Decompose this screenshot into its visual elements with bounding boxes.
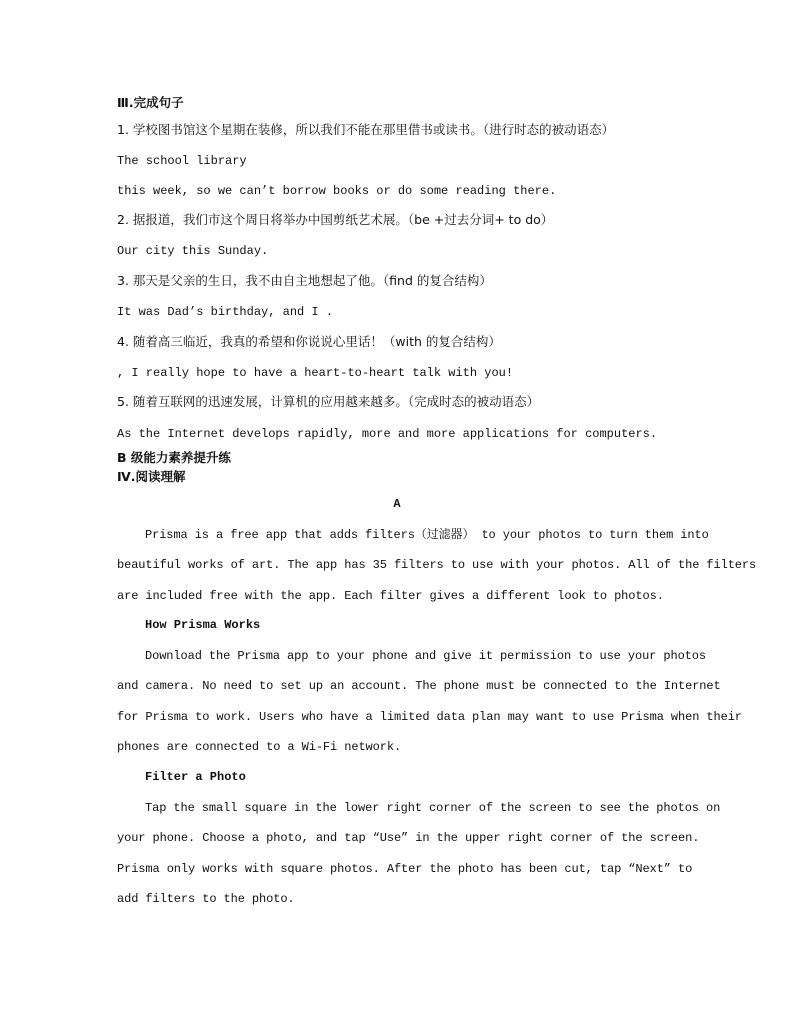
item-2-answer-line-1: Our city this Sunday.: [117, 244, 269, 258]
item-3-prompt: 3. 那天是父亲的生日，我不由自主地想起了他。（find 的复合结构）: [117, 273, 492, 288]
paragraph-line: and camera. No need to set up an account. The phone must be connected to the Internet: [117, 679, 721, 694]
item-5-prompt: 5. 随着互联网的迅速发展，计算机的应用越来越多。（完成时态的被动语态）: [117, 394, 540, 409]
paragraph-3: [117, 800, 721, 921]
paragraph-line: phones are connected to a Wi-Fi network.: [117, 739, 402, 754]
paragraph-line: Download the Prisma app to your phone and give it permission to use your photos: [145, 649, 706, 663]
paragraph-line: for Prisma to work. Users who have a limited data plan may want to use Prisma when their: [117, 709, 742, 724]
section-4-title: Ⅳ.阅读理解: [117, 469, 186, 484]
item-1-answer-line-2: this week, so we can’t borrow books or do some reading there.: [117, 184, 557, 198]
section-3-title: Ⅲ.完成句子: [117, 95, 184, 110]
heading-how-prisma-works: How Prisma Works: [145, 618, 261, 632]
item-4-prompt: 4. 随着高三临近，我真的希望和你说说心里话！（with 的复合结构）: [117, 334, 501, 349]
item-3-answer-line-1: It was Dad’s birthday, and I .: [117, 305, 334, 319]
item-1-answer-line-1: The school library: [117, 154, 247, 168]
paragraph-line: Prisma is a free app that adds filters（过滤器） to your photos to turn them into: [145, 528, 709, 542]
paragraph-line: Prisma only works with square photos. After the photo has been cut, tap “Next” to: [117, 861, 693, 876]
item-2-prompt: 2. 据报道，我们市这个周日将举办中国剪纸艺术展。（be +过去分词+ to do）: [117, 212, 554, 227]
paragraph-1: [117, 527, 757, 618]
item-1-prompt: 1. 学校图书馆这个星期在装修，所以我们不能在那里借书或读书。（进行时态的被动语态）: [117, 122, 615, 137]
level-b-heading: B 级能力素养提升练: [117, 450, 231, 465]
paragraph-line: beautiful works of art. The app has 35 filters to use with your photos. All of the filters: [117, 558, 757, 573]
item-4-answer-line-1: , I really hope to have a heart-to-heart talk with you!: [117, 366, 514, 380]
paragraph-line: are included free with the app. Each filter gives a different look to photos.: [117, 588, 664, 603]
item-5-answer-line-1: As the Internet develops rapidly, more and more applications for computers.: [117, 427, 658, 441]
passage-label: A: [393, 497, 401, 511]
paragraph-line: add filters to the photo.: [117, 891, 295, 906]
paragraph-line: Tap the small square in the lower right corner of the screen to see the photos on: [145, 801, 721, 815]
heading-filter-a-photo: Filter a Photo: [145, 770, 246, 784]
paragraph-line: your phone. Choose a photo, and tap “Use” in the upper right corner of the screen.: [117, 831, 700, 846]
paragraph-2: [117, 648, 742, 769]
